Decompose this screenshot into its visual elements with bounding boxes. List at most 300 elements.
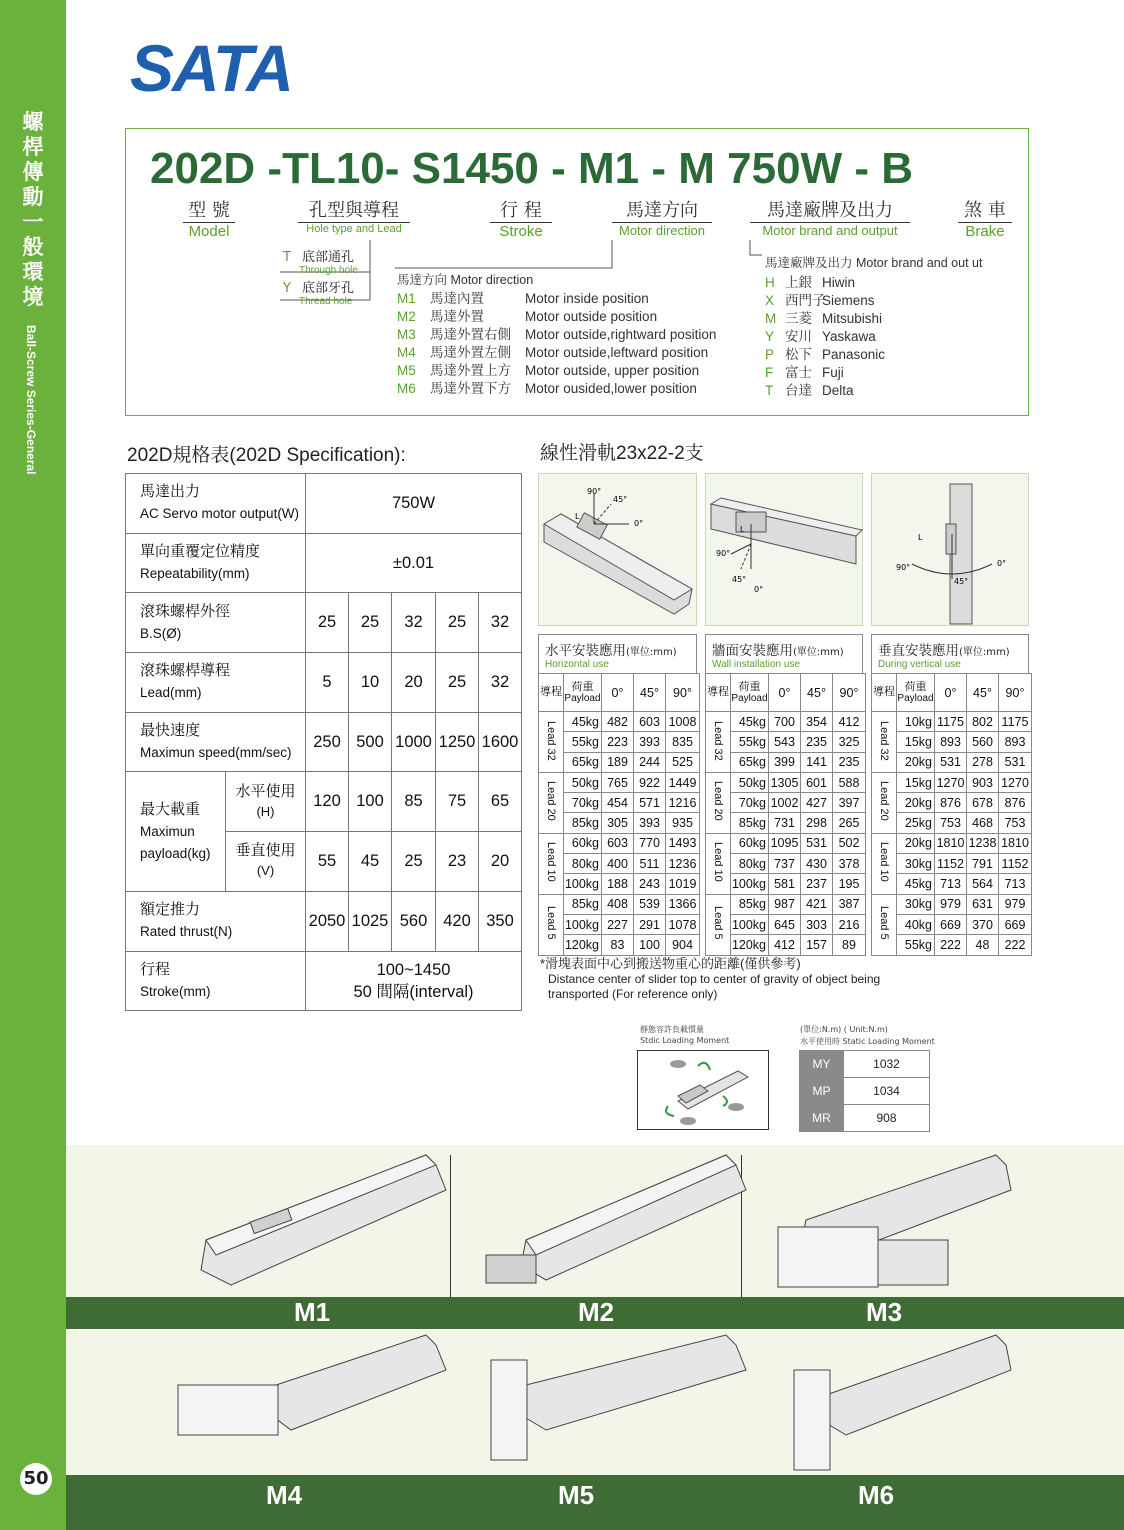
payload-cell: 354 [801, 712, 833, 732]
payload-cell: 1810 [935, 833, 967, 853]
angle-header: 45° [967, 674, 999, 712]
spec-row-stroke [126, 951, 522, 1011]
code-sep: - [854, 144, 869, 193]
code-sep: - [651, 144, 667, 193]
payload-cell: 765 [602, 772, 634, 792]
spec-row-payload-h [126, 772, 522, 832]
payload-row [539, 854, 700, 874]
payload-cell: 731 [769, 813, 801, 833]
payload-cell: 603 [602, 833, 634, 853]
payload-cell: 454 [602, 793, 634, 813]
payload-cell: 502 [833, 833, 866, 853]
spec-cell: 65 [479, 772, 522, 832]
spec-cell: 20 [392, 653, 436, 713]
payload-cell: 370 [967, 914, 999, 934]
motor-direction-title: 馬達方向 Motor direction [397, 273, 534, 287]
payload-cell: 45kg [897, 874, 935, 894]
label-model: 型 號 Model [183, 196, 235, 240]
angle-90-label: 90° [716, 549, 731, 558]
payload-cell: 531 [801, 833, 833, 853]
spec-label: 額定推力 [140, 901, 201, 919]
lead-label: Lead 5 [545, 906, 557, 940]
payload-cell: 400 [602, 854, 634, 874]
payload-cell: 60kg [564, 833, 602, 853]
payload-cell: 65kg [564, 752, 602, 772]
spec-cell: 1600 [479, 712, 522, 772]
payload-header [897, 674, 935, 712]
wall-mount-diagram [705, 473, 863, 626]
payload-cell: 20kg [897, 833, 935, 853]
payload-cell: 1002 [769, 793, 801, 813]
payload-cell: 291 [634, 914, 666, 934]
payload-cell: 89 [833, 935, 866, 955]
lead-label: Lead 5 [878, 906, 890, 940]
payload-cell: 893 [935, 732, 967, 752]
angle-90-label: 90° [587, 487, 602, 496]
payload-cell: 100kg [564, 874, 602, 894]
payload-cell: 325 [833, 732, 866, 752]
payload-title-cn: 水平安裝應用 [545, 643, 626, 659]
motor-brand-item [765, 364, 885, 382]
payload-cell: 195 [833, 874, 866, 894]
payload-cell: 70kg [731, 793, 769, 813]
payload-cell: 1270 [999, 772, 1032, 792]
lead-cell [706, 772, 731, 833]
m3-image [778, 1155, 1011, 1287]
payload-cell: 421 [801, 894, 833, 914]
payload-cell: 80kg [731, 854, 769, 874]
payload-table-title [705, 634, 863, 674]
spec-label: 滾珠螺桿外徑 [140, 602, 231, 620]
payload-cell: 753 [935, 813, 967, 833]
payload-cell: 1366 [666, 894, 700, 914]
payload-cell: 1449 [666, 772, 700, 792]
spec-cell: 25 [436, 593, 479, 653]
payload-cell: 30kg [897, 854, 935, 874]
lead-header-cn: 導程 [873, 686, 895, 698]
spec-label-en: B.S(Ø) [140, 625, 182, 641]
spec-cell: 85 [392, 772, 436, 832]
spec-label: 馬達出力 [140, 483, 201, 501]
spec-row-thrust [126, 891, 522, 951]
spec-label: 滾珠螺桿導程 [140, 662, 231, 680]
payload-header-row [539, 674, 700, 712]
code-model: 202D [150, 144, 256, 193]
lead-label: Lead 20 [712, 781, 724, 822]
variant-illustrations [66, 1145, 1124, 1475]
payload-cell: 753 [999, 813, 1032, 833]
payload-cell: 543 [769, 732, 801, 752]
spec-cell: 25 [392, 832, 436, 892]
spec-cell: 32 [479, 653, 522, 713]
payload-cell: 55kg [731, 732, 769, 752]
direction-cn: 馬達內置 [430, 291, 484, 306]
moment-row [800, 1105, 930, 1132]
brand-cn: 安川 [785, 329, 812, 344]
brand-code: T [765, 383, 774, 398]
distance-l-label: L [575, 512, 580, 521]
payload-cell: 876 [935, 793, 967, 813]
motor-brand-item [765, 292, 885, 310]
payload-cell: 50kg [564, 772, 602, 792]
payload-cell: 55kg [897, 935, 935, 955]
motor-direction-item [397, 326, 716, 344]
payload-cell: 631 [967, 894, 999, 914]
lead-label: Lead 10 [545, 842, 557, 883]
spec-sublabel-en: (H) [256, 803, 275, 819]
payload-cell: 141 [801, 752, 833, 772]
payload-row [539, 914, 700, 934]
payload-row [872, 712, 1032, 732]
payload-title [545, 639, 696, 659]
payload-subtitle: Wall installation use [712, 659, 801, 670]
spec-label-en: Maximun speed(mm/sec) [140, 745, 292, 761]
stroke-range: 100~1450 [376, 960, 451, 979]
m5-image [491, 1335, 746, 1460]
payload-cell: 1175 [999, 712, 1032, 732]
spec-value: ±0.01 [306, 533, 522, 593]
page-number: 50 [20, 1463, 52, 1495]
sidebar-title: 螺桿傳動一般環境 [22, 110, 44, 309]
brand-code: X [765, 293, 775, 308]
payload-cell: 1095 [769, 833, 801, 853]
moment-value: 1032 [844, 1051, 930, 1078]
lead-label: Lead 32 [878, 720, 890, 761]
spec-cell: 100 [349, 772, 392, 832]
payload-cell: 227 [602, 914, 634, 934]
variant-label-m2: M2 [578, 1297, 615, 1327]
payload-cell: 1008 [666, 712, 700, 732]
note-en-2: transported (For reference only) [548, 987, 718, 1001]
motor-brand-item [765, 310, 885, 328]
payload-row [872, 894, 1032, 914]
payload-cell: 1493 [666, 833, 700, 853]
angle-45-label: 45° [613, 495, 628, 504]
code-sep: - [384, 144, 400, 193]
payload-row [539, 732, 700, 752]
direction-code: M1 [397, 291, 416, 306]
payload-cell: 45kg [564, 712, 602, 732]
payload-cell: 45kg [731, 712, 769, 732]
spec-cell: 55 [306, 832, 349, 892]
payload-cell: 15kg [897, 732, 935, 752]
payload-header-en: Payload [564, 692, 601, 704]
payload-cell: 571 [634, 793, 666, 813]
payload-cell: 713 [999, 874, 1032, 894]
direction-code: M4 [397, 345, 416, 360]
payload-cell: 80kg [564, 854, 602, 874]
angle-45-label: 45° [954, 577, 969, 586]
variant-label-m4: M4 [266, 1480, 303, 1510]
payload-header-cn: 荷重 [904, 680, 927, 693]
spec-sublabel-en: (V) [256, 863, 275, 879]
payload-cell: 603 [634, 712, 666, 732]
sidebar-subtitle: Ball-Screw Series-General [24, 325, 38, 475]
payload-subtitle: Horizontal use [545, 659, 609, 670]
brand-en: Mitsubishi [822, 311, 883, 326]
brand-en: Delta [822, 383, 854, 398]
payload-cell: 20kg [897, 752, 935, 772]
payload-cell: 20kg [897, 793, 935, 813]
payload-cell: 189 [602, 752, 634, 772]
motor-brand-item [765, 382, 885, 400]
moment-key: MP [800, 1078, 844, 1105]
payload-cell: 237 [801, 874, 833, 894]
payload-cell: 588 [833, 772, 866, 792]
payload-cell: 601 [801, 772, 833, 792]
code-hole: TL10 [282, 144, 385, 193]
code-direction: M1 [578, 144, 640, 193]
spec-row-speed [126, 712, 522, 772]
payload-cell: 427 [801, 793, 833, 813]
motor-direction-item [397, 362, 716, 380]
payload-cell: 100 [634, 935, 666, 955]
hole-type-thread: Y 底部牙孔 Thread hole [283, 281, 355, 307]
motor-direction-item [397, 290, 716, 308]
lead-label: Lead 32 [545, 720, 557, 761]
variant-label-m6: M6 [858, 1480, 895, 1510]
motor-direction-item [397, 380, 716, 398]
payload-cell: 525 [666, 752, 700, 772]
brand-cn: 三菱 [785, 311, 812, 326]
spec-cell: 560 [392, 891, 436, 951]
payload-cell: 531 [935, 752, 967, 772]
spec-sublabel: 垂直使用 [235, 842, 296, 860]
moment-left-title-en: Stdic Loading Moment [640, 1036, 730, 1045]
payload-cell: 791 [967, 854, 999, 874]
payload-row [872, 833, 1032, 853]
direction-cn: 馬達外置左側 [430, 345, 511, 360]
lead-cell [539, 833, 564, 894]
direction-en: Motor outside,rightward position [525, 327, 717, 342]
lead-label: Lead 10 [712, 842, 724, 883]
payload-unit: (單位:mm) [626, 647, 677, 658]
hole-type-through: T 底部通孔 Through hole [283, 250, 358, 276]
direction-cn: 馬達外置上方 [430, 363, 511, 378]
motor-direction-item [397, 308, 716, 326]
direction-code: M3 [397, 327, 416, 342]
code-sep: - [551, 144, 566, 193]
code-motor: M 750W [678, 144, 843, 193]
lead-label: Lead 20 [545, 781, 557, 822]
payload-title-cn: 垂直安裝應用 [878, 643, 959, 659]
payload-cell: 922 [634, 772, 666, 792]
spec-value: 750W [306, 474, 522, 534]
lead-cell [872, 772, 897, 833]
payload-cell: 1270 [935, 772, 967, 792]
payload-cell: 770 [634, 833, 666, 853]
payload-cell: 83 [602, 935, 634, 955]
payload-cell: 397 [833, 793, 866, 813]
moment-key: MY [800, 1051, 844, 1078]
direction-en: Motor outside, upper position [525, 363, 700, 378]
brand-logo: SATA [130, 31, 292, 105]
moment-right-title: 水平使用時 Static Loading Moment [800, 1037, 935, 1046]
payload-cell: 987 [769, 894, 801, 914]
payload-table [538, 673, 700, 956]
spec-cell: 25 [306, 593, 349, 653]
angle-header: 0° [935, 674, 967, 712]
angle-0-label: 0° [634, 519, 644, 528]
lead-cell [872, 833, 897, 894]
moment-value: 1034 [844, 1078, 930, 1105]
payload-cell: 935 [666, 813, 700, 833]
angle-header: 45° [634, 674, 666, 712]
lead-cell [539, 772, 564, 833]
direction-code: M2 [397, 309, 416, 324]
spec-cell: 75 [436, 772, 479, 832]
payload-header-row [872, 674, 1032, 712]
m4-image [178, 1335, 446, 1435]
lead-header-cn: 導程 [540, 686, 562, 698]
stroke-interval: 50 間隔(interval) [353, 982, 474, 1001]
payload-header [564, 674, 602, 712]
spec-cell: 25 [436, 653, 479, 713]
spec-sublabel: 水平使用 [235, 782, 296, 800]
payload-row [872, 772, 1032, 792]
payload-unit: (單位:mm) [793, 647, 844, 658]
moment-table [799, 1050, 930, 1132]
spec-cell: 20 [479, 832, 522, 892]
payload-row [539, 833, 700, 853]
payload-cell: 10kg [897, 712, 935, 732]
motor-direction-list [397, 290, 716, 398]
payload-header-row [706, 674, 866, 712]
moment-row [800, 1078, 930, 1105]
direction-en: Motor outside position [525, 309, 658, 324]
lead-label: Lead 5 [712, 906, 724, 940]
payload-row [539, 894, 700, 914]
payload-cell: 468 [967, 813, 999, 833]
brand-en: Siemens [822, 293, 875, 308]
payload-row [706, 833, 866, 853]
payload-row [706, 894, 866, 914]
payload-cell: 222 [935, 935, 967, 955]
payload-cell: 15kg [897, 772, 935, 792]
payload-cell: 1152 [999, 854, 1032, 874]
motor-direction-item [397, 344, 716, 362]
spec-row-repeat [126, 533, 522, 593]
spec-cell: 32 [392, 593, 436, 653]
payload-cell: 430 [801, 854, 833, 874]
brand-cn: 西門子 [785, 293, 826, 308]
brand-code: F [765, 365, 774, 380]
spec-cell: 23 [436, 832, 479, 892]
angle-header: 0° [602, 674, 634, 712]
payload-row [539, 874, 700, 894]
payload-cell: 30kg [897, 894, 935, 914]
spec-row-lead [126, 653, 522, 713]
payload-cell: 1152 [935, 854, 967, 874]
motor-brand-item [765, 274, 885, 292]
m1-image [201, 1155, 446, 1285]
spec-cell: 1000 [392, 712, 436, 772]
angle-header: 90° [666, 674, 700, 712]
payload-cell: 1305 [769, 772, 801, 792]
spec-cell: 250 [306, 712, 349, 772]
moment-left-title-cn: 靜態容許負載慣量 [640, 1025, 704, 1034]
label-stroke: 行 程 Stroke [490, 196, 552, 240]
angle-0-label: 0° [997, 559, 1007, 568]
spec-label-en: Stroke(mm) [140, 983, 211, 999]
payload-table-title [538, 634, 697, 674]
payload-cell: 539 [634, 894, 666, 914]
lead-cell [706, 712, 731, 773]
motor-brand-item [765, 328, 885, 346]
spec-row-motor [126, 474, 522, 534]
payload-cell: 60kg [731, 833, 769, 853]
payload-cell: 1078 [666, 914, 700, 934]
spec-cell: 500 [349, 712, 392, 772]
payload-cell: 669 [935, 914, 967, 934]
spec-cell: 1025 [349, 891, 392, 951]
payload-cell: 876 [999, 793, 1032, 813]
direction-en: Motor ousided,lower position [525, 381, 697, 396]
payload-cell: 100kg [731, 914, 769, 934]
spec-cell: 120 [306, 772, 349, 832]
distance-l-label: L [740, 525, 745, 534]
payload-cell: 216 [833, 914, 866, 934]
payload-cell: 979 [935, 894, 967, 914]
angle-header: 45° [801, 674, 833, 712]
spec-cell: 420 [436, 891, 479, 951]
payload-cell: 1238 [967, 833, 999, 853]
moment-value: 908 [844, 1105, 930, 1132]
payload-cell: 564 [967, 874, 999, 894]
payload-cell: 802 [967, 712, 999, 732]
spec-row-bs [126, 593, 522, 653]
payload-cell: 243 [634, 874, 666, 894]
brand-en: Hiwin [822, 275, 856, 290]
payload-cell: 244 [634, 752, 666, 772]
payload-title [878, 639, 1028, 659]
payload-table [871, 673, 1032, 956]
spec-cell: 32 [479, 593, 522, 653]
payload-table [705, 673, 866, 956]
payload-cell: 408 [602, 894, 634, 914]
spec-label-en: Rated thrust(N) [140, 924, 233, 940]
spec-cell: 1250 [436, 712, 479, 772]
spec-label-en: Lead(mm) [140, 685, 202, 701]
direction-en: Motor inside position [525, 291, 649, 306]
brand-cn: 富士 [785, 365, 812, 380]
spec-label: 行程 [140, 960, 171, 978]
payload-cell: 305 [602, 813, 634, 833]
payload-header-en: Payload [731, 692, 768, 704]
angle-45-label: 45° [732, 575, 747, 584]
spec-title: 202D規格表(202D Specification): [127, 445, 406, 466]
payload-cell: 893 [999, 732, 1032, 752]
distance-l-label: L [918, 533, 923, 542]
payload-cell: 387 [833, 894, 866, 914]
lead-header-cn: 導程 [707, 686, 729, 698]
payload-cell: 511 [634, 854, 666, 874]
brand-code: Y [765, 329, 775, 344]
payload-header-en: Payload [897, 692, 934, 704]
spec-cell: 2050 [306, 891, 349, 951]
payload-cell: 393 [634, 813, 666, 833]
brand-cn: 松下 [785, 347, 812, 362]
brand-cn: 台達 [785, 383, 812, 398]
payload-cell: 904 [666, 935, 700, 955]
spec-cell: 45 [349, 832, 392, 892]
direction-cn: 馬達外置右側 [430, 327, 511, 342]
direction-en: Motor outside,leftward position [525, 345, 709, 360]
payload-unit: (單位:mm) [959, 647, 1010, 658]
payload-cell: 100kg [731, 874, 769, 894]
spec-cell: 350 [479, 891, 522, 951]
motor-brand-title: 馬達廠牌及出力 Motor brand and out ut [765, 256, 983, 270]
